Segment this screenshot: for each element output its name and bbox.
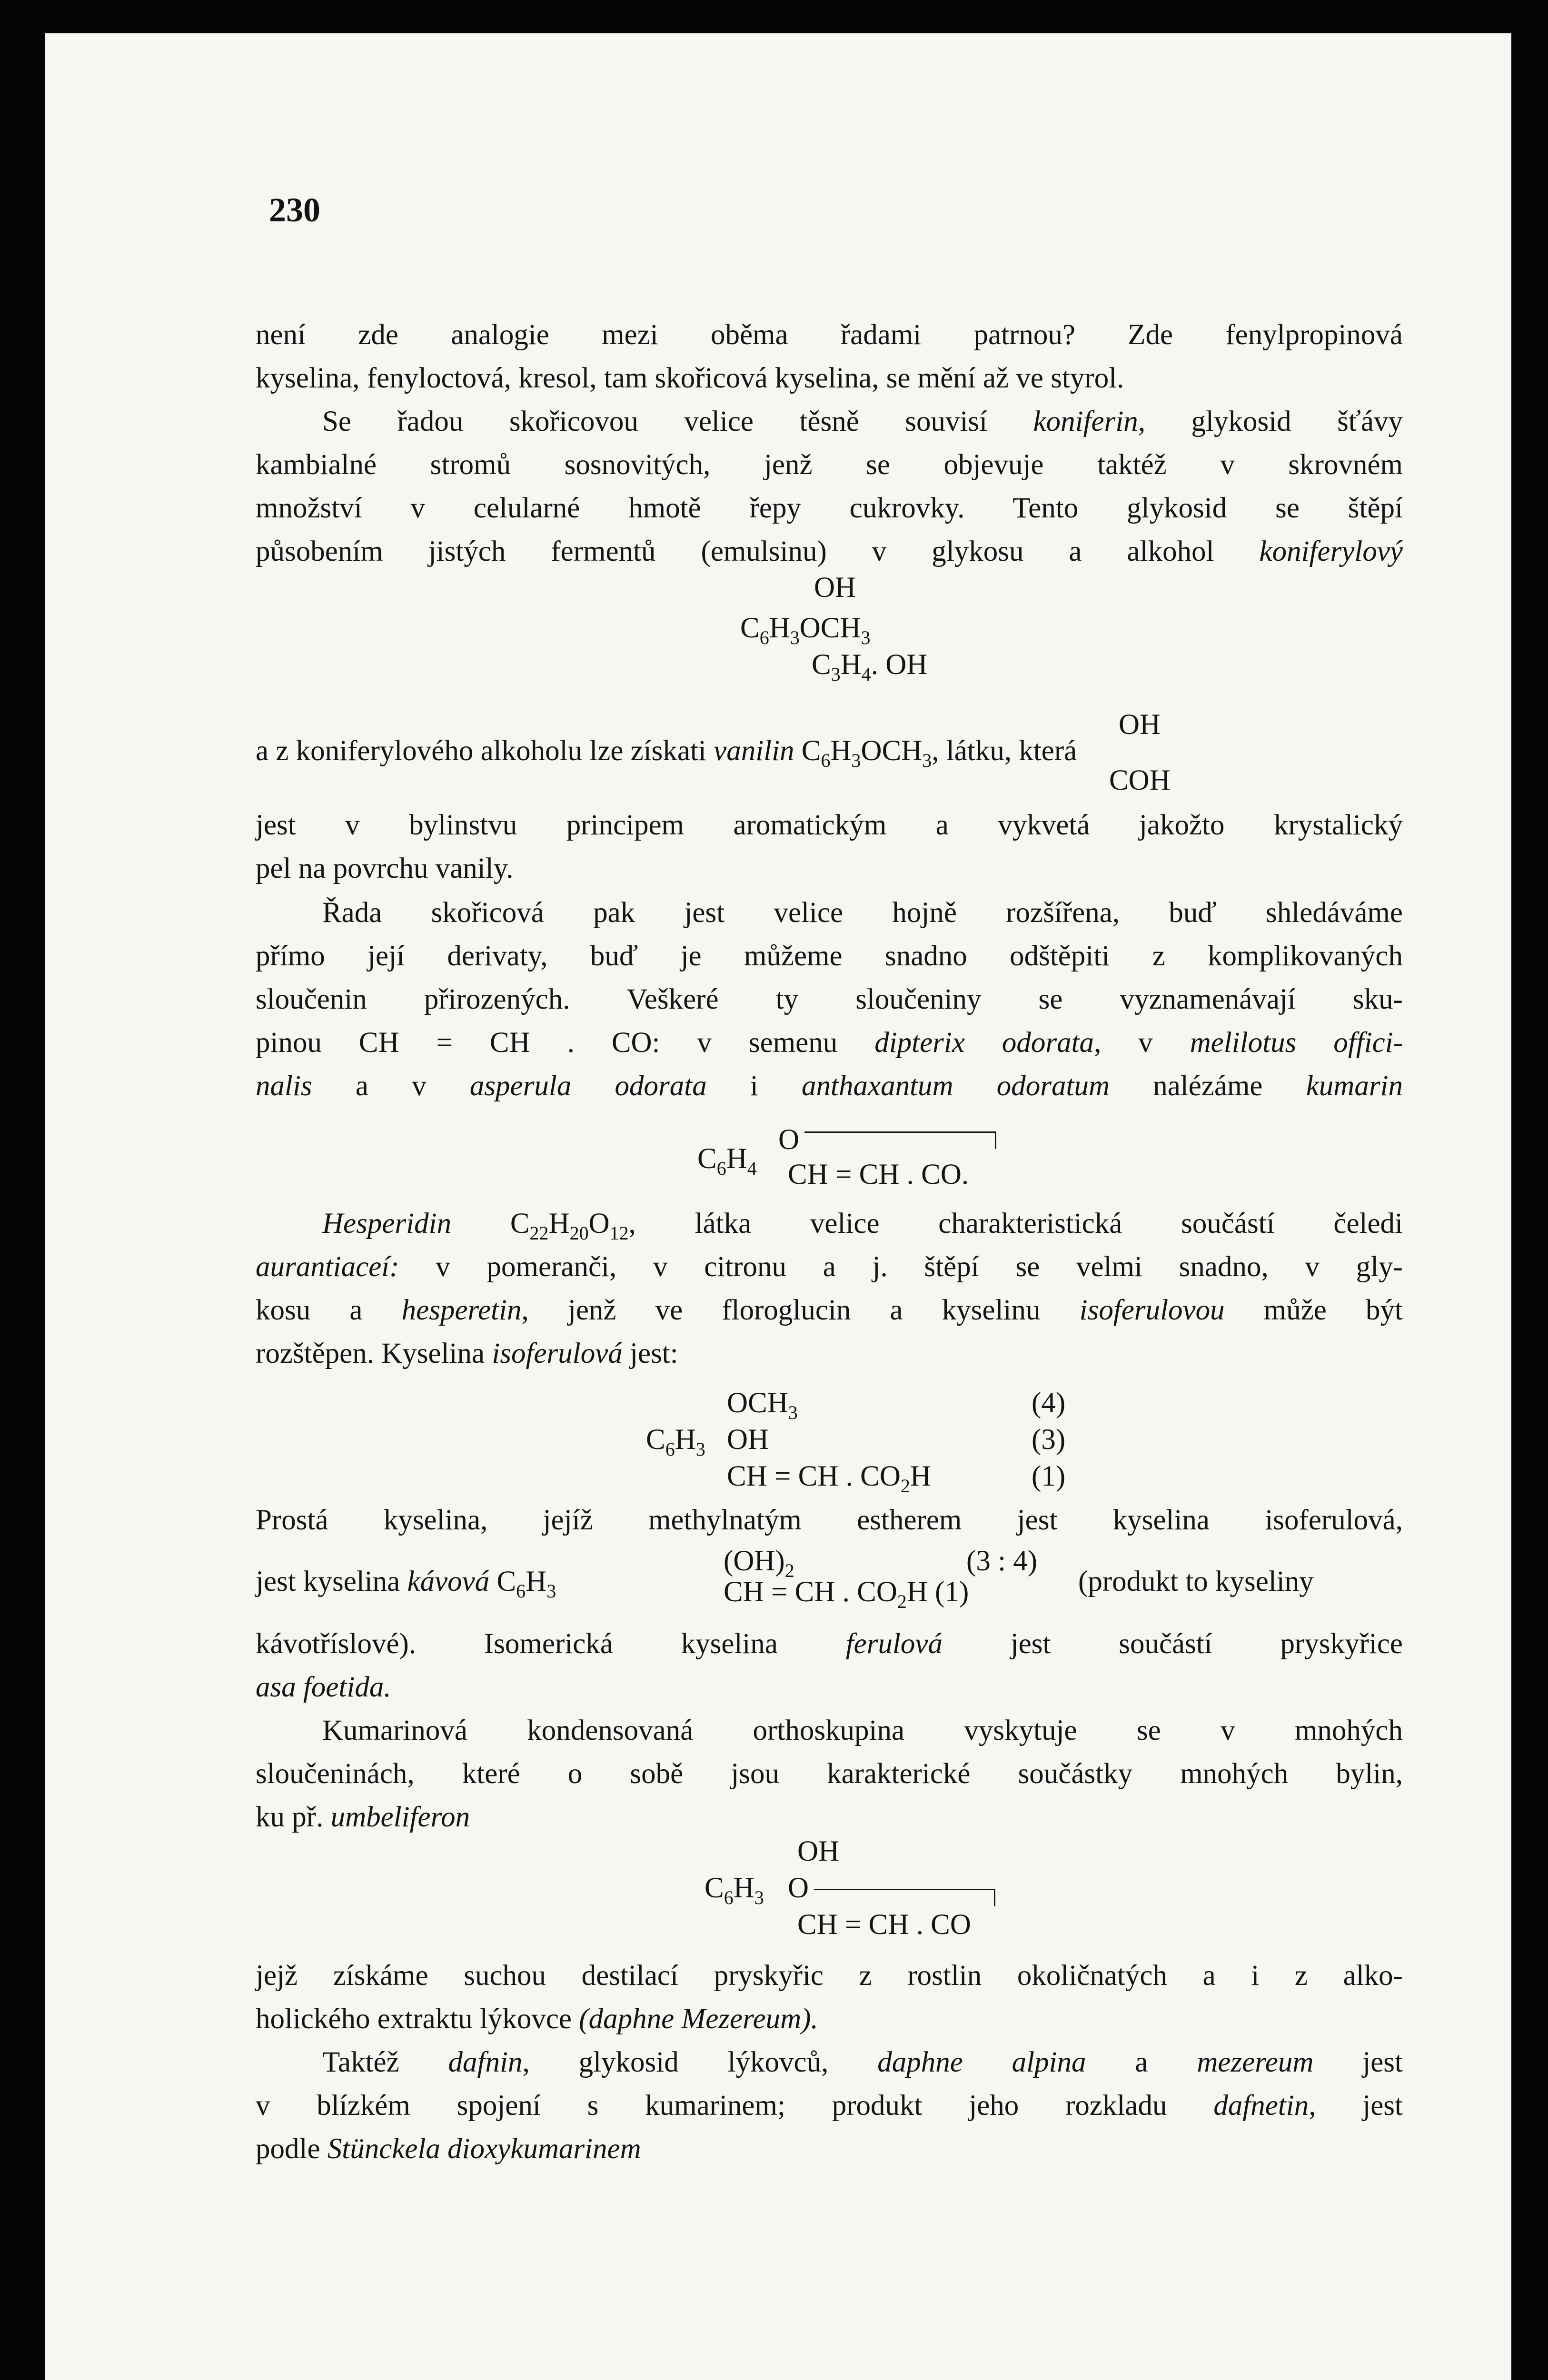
- text-line: kyselina, fenyloctová, kresol, tam skořicová kyselina, se mění až ve styrol.: [256, 362, 1124, 394]
- text-line: a z koniferylového alkoholu lze získati vanilin $C_6H_3OCH_3$, látku, která: [256, 735, 1077, 771]
- text-line: Taktéž dafnin, glykosid lýkovců, daphne alpina a mezereum jest: [322, 2046, 1403, 2078]
- text-line: množství v celularné hmotě řepy cukrovky. Tento glykosid se štěpí: [256, 492, 1403, 524]
- text-line: pinou CH = CH . CO: v semenu dipterix odorata, v melilotus offici-: [256, 1027, 1403, 1059]
- paragraph-7: [256, 1622, 1403, 1709]
- paragraph-9: [256, 1954, 1403, 2041]
- paragraph-8: [256, 1709, 1403, 1839]
- text-line: holického extraktu lýkovce (daphne Mezereum).: [256, 2003, 818, 2035]
- text-line: Hesperidin $C_{22}H_{20}O_{12}$, látka velice charakteristická součástí čeledi: [322, 1208, 1403, 1244]
- text-line: jest v bylinstvu principem aromatickým a vykvetá jakožto krystalický: [256, 809, 1403, 841]
- ring-bond: [814, 1889, 995, 1906]
- text-line: pel na povrchu vanily.: [256, 853, 514, 884]
- page-text: 230 není zde analogie mezi oběma řadami patrnou? Zde fenylpropinová kyselina, fenyloctová, kresol, tam skořicová kyselina, se mění až ve styrol. Se řadou skořicovou velice těsně souvisí koniferin, glykosid šťávy kambialné stromů sosnovitých, jenž se objevuje taktéž v skrovném množství v celularné hmotě řepy cukrovky. Tento glykosid se štěpí působením jistých fermentů (emulsinu) v glykosu a alkohol koniferylový OH $C_6H_3OCH_3$ $C_3H_4$. OH OH a z koniferylového alkoholu lze získati vanilin $C_6H_3OCH_3$, látku, která COH jest v bylinstvu principem aromatickým a vykvetá jakožto krystalický pel na povrchu vanily. Řada skořicová pak jest velice hojně rozšířena, buď shledáváme přímo její derivaty, buď je můžeme snadno odštěpiti z komplikovaných sloučenin přirozených. Veškeré ty sloučeniny se vyznamenávají sku- pinou CH = CH . CO: v semenu dipterix odorata, v melilotus offici- nalis a v asperula odorata i anthaxantum odoratum nalézáme kumarin O $C_6H_4$ CH = CH . CO. Hesperidin $C_{22}H_{20}O_{12}$, látka velice charakteristická součástí čeledi aurantiaceí: v pomeranči, v citronu a j. štěpí se velmi snadno, v gly- kosu a hesperetin, jenž ve floroglucin a kyselinu isoferulovou může být rozštěpen. Kyselina isoferulová jest: $OCH_3$ (4) $C_6H_3$ OH (3) CH = CH . $CO_2H$ (1) Prostá kyselina, jejíž methylnatým estherem jest kyselina isoferulová, jest kyselina kávová $C_6H_3$ $(OH)_2$ (3 : 4) CH = CH . $CO_2H$ (1) (produkt to kyseliny kávotříslové). Isomerická kyselina ferulová jest součástí pryskyřice asa foetida. Kumarinová kondensovaná orthoskupina vyskytuje se v mnohých sloučeninách, které o sobě jsou karakterické součástky mnohých bylin, ku př. umbeliferon OH $C_6H_3$ O CH = CH . CO jejž získáme suchou destilací pryskyřic z rostlin okoličnatých a i z alko- holického extraktu lýkovce (daphne Mezereum). Taktéž dafnin, glykosid lýkovců, daphne alpina a mezereum jest v blízkém spojení s kumarinem; produkt jeho rozkladu dafnetin, jest podle Stünckela dioxykumarinem: [45, 33, 1511, 2380]
- text-line: Kumarinová kondensovaná orthoskupina vyskytuje se v mnohých: [322, 1715, 1403, 1746]
- vanilin-oh: OH: [1119, 709, 1161, 741]
- text-line: podle Stünckela dioxykumarinem: [256, 2133, 641, 2165]
- text-line: přímo její derivaty, buď je můžeme snadno odštěpiti z komplikovaných: [256, 940, 1403, 972]
- text-line: asa foetida.: [256, 1671, 391, 1703]
- text-line: působením jistých fermentů (emulsinu) v glykosu a alkohol koniferylový: [256, 536, 1403, 567]
- text-line: ku př. umbeliferon: [256, 1801, 470, 1833]
- text-line: sloučeninách, které o sobě jsou karakterické součástky mnohých bylin,: [256, 1758, 1403, 1790]
- text-line: Prostá kyselina, jejíž methylnatým estherem jest kyselina isoferulová,: [256, 1504, 1403, 1536]
- ring-bond: [804, 1131, 996, 1149]
- text-line: není zde analogie mezi oběma řadami patrnou? Zde fenylpropinová: [256, 319, 1403, 351]
- text-line: Se řadou skořicovou velice těsně souvisí koniferin, glykosid šťávy: [322, 406, 1403, 437]
- text-line: v blízkém spojení s kumarinem; produkt jeho rozkladu dafnetin, jest: [256, 2090, 1403, 2122]
- text-line: kosu a hesperetin, jenž ve floroglucin a kyselinu isoferulovou může být: [256, 1294, 1403, 1326]
- text-line: sloučenin přirozených. Veškeré ty sloučeniny se vyznamenávají sku-: [256, 983, 1403, 1015]
- text-line: kávotříslové). Isomerická kyselina ferulová jest součástí pryskyřice: [256, 1628, 1403, 1660]
- paragraph-1: [256, 313, 1403, 400]
- text-line: nalis a v asperula odorata i anthaxantum odoratum nalézáme kumarin: [256, 1070, 1403, 1102]
- vanilin-coh: COH: [1109, 764, 1171, 796]
- paragraph-10: [256, 2041, 1403, 2171]
- vanilin-line: [256, 729, 1403, 773]
- paragraph-3: [256, 803, 1403, 890]
- paragraph-5: [256, 1202, 1403, 1375]
- paragraph-2: [256, 400, 1403, 573]
- text-line: rozštěpen. Kyselina isoferulová jest:: [256, 1338, 678, 1369]
- text-line: jejž získáme suchou destilací pryskyřic z rostlin okoličnatých a i z alko-: [256, 1960, 1403, 1992]
- page-number: 230: [269, 191, 320, 229]
- text-line: Řada skořicová pak jest velice hojně rozšířena, buď shledáváme: [322, 897, 1403, 929]
- text-line: aurantiaceí: v pomeranči, v citronu a j. štěpí se velmi snadno, v gly-: [256, 1251, 1403, 1283]
- text-line: kambialné stromů sosnovitých, jenž se objevuje taktéž v skrovném: [256, 449, 1403, 481]
- paragraph-4: [256, 891, 1403, 1108]
- paragraph-6: [256, 1498, 1403, 1542]
- book-page: [45, 33, 1511, 2380]
